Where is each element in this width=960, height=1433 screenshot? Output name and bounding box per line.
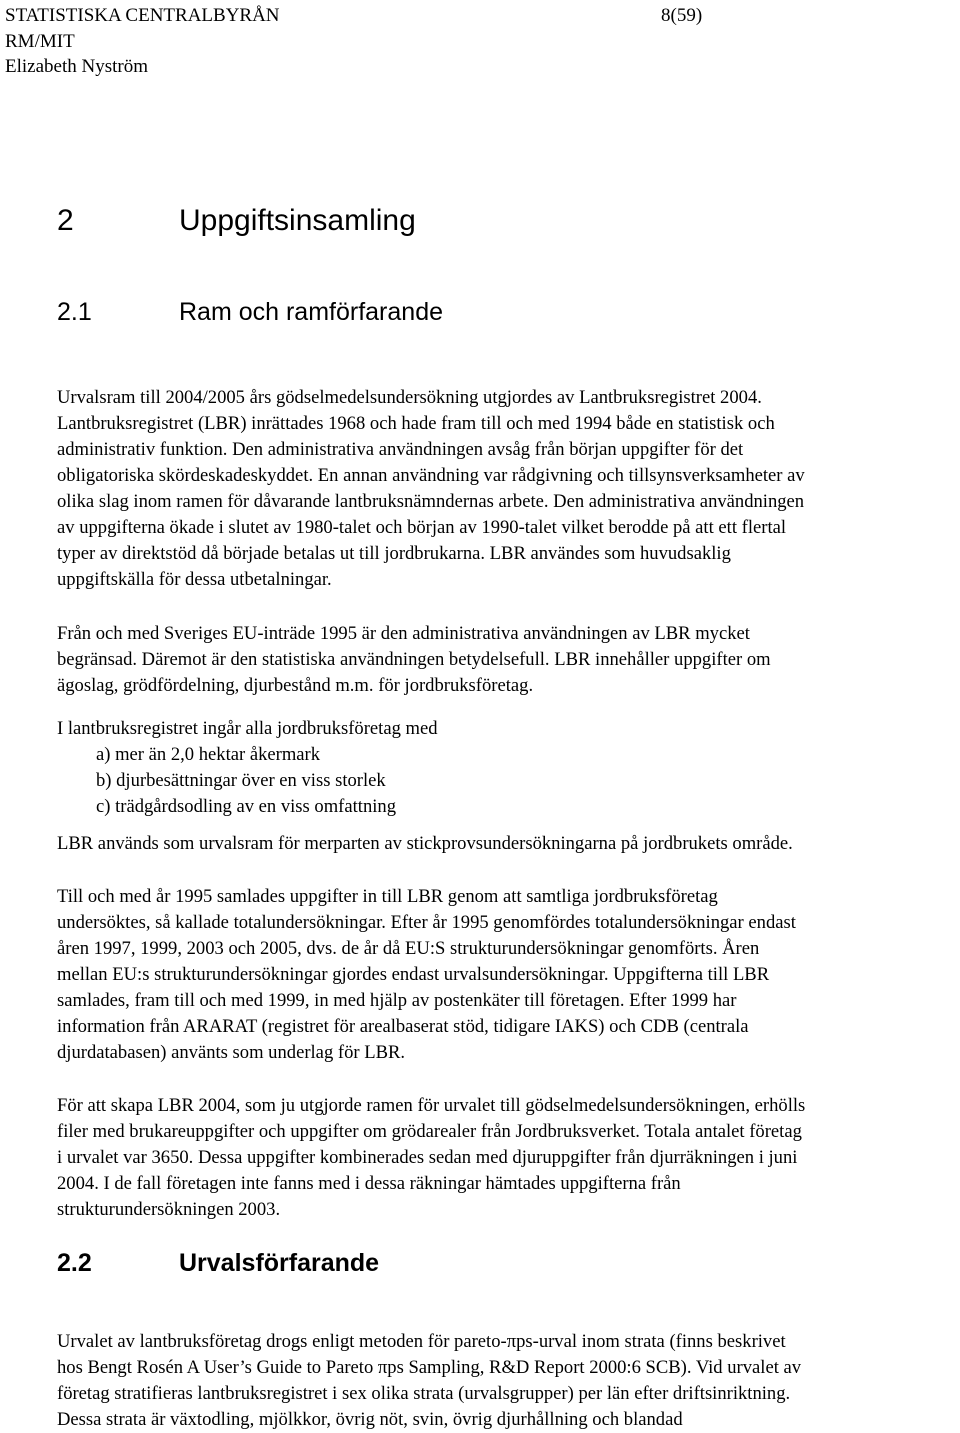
chapter-number: 2 (57, 204, 74, 237)
criteria-list (57, 716, 438, 820)
header-page-number: 8(59) (661, 5, 703, 26)
header-organization: STATISTISKA CENTRALBYRÅN (5, 5, 280, 26)
paragraph-lbr-2004 (57, 1093, 957, 1223)
text-line: strukturundersökningen 2003. (57, 1199, 281, 1220)
text-line: Till och med år 1995 samlades uppgifter in till LBR genom att samtliga jordbruksföretag (57, 886, 718, 907)
section-heading-2-2 (57, 1249, 379, 1278)
list-item: b) djurbesättningar över en viss storlek (96, 770, 386, 791)
section-number: 2.2 (57, 1249, 92, 1277)
text-line: hos Bengt Rosén A User’s Guide to Pareto πps Sampling, R&D Report 2000:6 SCB). Vid urvalet av (57, 1357, 802, 1378)
paragraph-eu-entry (57, 621, 957, 699)
list-item: c) trädgårdsodling av en viss omfattning (96, 796, 397, 817)
section-title: Ram och ramförfarande (179, 298, 444, 326)
text-line: obligatoriska skördeskadeskyddet. En annan användning var rådgivning och tillsynsverksamheter av (57, 465, 805, 486)
text-line: Dessa strata är växtodling, mjölkkor, övrig nöt, svin, övrig djurhållning och blandad (57, 1409, 683, 1430)
paragraph-ramen-intro (57, 385, 957, 593)
chapter-heading (57, 204, 416, 238)
text-line: Från och med Sveriges EU-inträde 1995 är den administrativa användningen av LBR mycket (57, 623, 750, 644)
text-line: olika slag inom ramen för dåvarande lantbruksnämndernas arbete. Den administrativa användningen (57, 491, 805, 512)
paragraph-data-collection (57, 884, 957, 1066)
text-line: Urvalsram till 2004/2005 års gödselmedelsundersökning utgjordes av Lantbruksregistret 2004. (57, 387, 762, 408)
text-line: administrativ funktion. Den administrativa användningen avsåg från början uppgifter för det (57, 439, 744, 460)
text-line: samlades, fram till och med 1999, in med hjälp av postenkäter till företagen. Efter 1999 har (57, 990, 737, 1011)
text-line: åren 1997, 1999, 2003 och 2005, dvs. de år då EU:S strukturundersökningar genomförts. Åren (57, 938, 760, 959)
text-line: Lantbruksregistret (LBR) inrättades 1968 och hade fram till och med 1994 både en statistisk och (57, 413, 775, 434)
chapter-title: Uppgiftsinsamling (179, 204, 416, 237)
text-line: ägoslag, grödfördelning, djurbestånd m.m. för jordbruksföretag. (57, 675, 534, 696)
list-item: a) mer än 2,0 hektar åkermark (96, 744, 321, 765)
text-line: uppgiftskälla för dessa utbetalningar. (57, 569, 332, 590)
text-line: mellan EU:s strukturundersökningar gjordes endast urvalsundersökningar. Uppgifterna till LBR (57, 964, 770, 985)
text-line: information från ARARAT (registret för arealbaserat stöd, tidigare IAKS) och CDB (centrala (57, 1016, 749, 1037)
header-author: Elizabeth Nyström (5, 56, 148, 77)
text-line: För att skapa LBR 2004, som ju utgjorde ramen för urvalet till gödselmedelsundersökningen, erhölls (57, 1095, 806, 1116)
section-number: 2.1 (57, 298, 92, 326)
paragraph-sampling-method (57, 1329, 957, 1433)
text-line: av uppgifterna ökade i slutet av 1980-talet och början av 1990-talet vilket berodde på att ett flertal (57, 517, 787, 538)
list-intro: I lantbruksregistret ingår alla jordbruksföretag med (57, 718, 438, 739)
paragraph-sampling-frame (57, 831, 957, 857)
section-heading-2-1 (57, 298, 443, 327)
text-line: filer med brukareuppgifter och uppgifter om grödarealer från Jordbruksverket. Totala antalet företag (57, 1121, 802, 1142)
text-line: LBR används som urvalsram för merparten av stickprovsundersökningarna på jordbrukets område. (57, 833, 793, 854)
text-line: 2004. I de fall företagen inte fanns med i dessa räkningar hämtades uppgifterna från (57, 1173, 681, 1194)
header-department: RM/MIT (5, 31, 75, 52)
text-line: djurdatabasen) använts som underlag för LBR. (57, 1042, 406, 1063)
text-line: i urvalet var 3650. Dessa uppgifter kombinerades sedan med djuruppgifter från djurräkningen i juni (57, 1147, 798, 1168)
text-line: undersöktes, så kallade totalundersökningar. Efter år 1995 genomfördes totalundersökningar endast (57, 912, 796, 933)
text-line: typer av direktstöd då började betalas ut till jordbrukarna. LBR användes som huvudsaklig (57, 543, 731, 564)
section-title: Urvalsförfarande (179, 1249, 380, 1277)
text-line: Urvalet av lantbruksföretag drogs enligt metoden för pareto-πps-urval inom strata (finns beskrivet (57, 1331, 786, 1352)
text-line: begränsad. Däremot är den statistiska användningen betydelsefull. LBR innehåller uppgifter om (57, 649, 771, 670)
text-line: företag stratifieras lantbruksregistret i sex olika strata (urvalsgrupper) per län efter driftsinriktning. (57, 1383, 791, 1404)
